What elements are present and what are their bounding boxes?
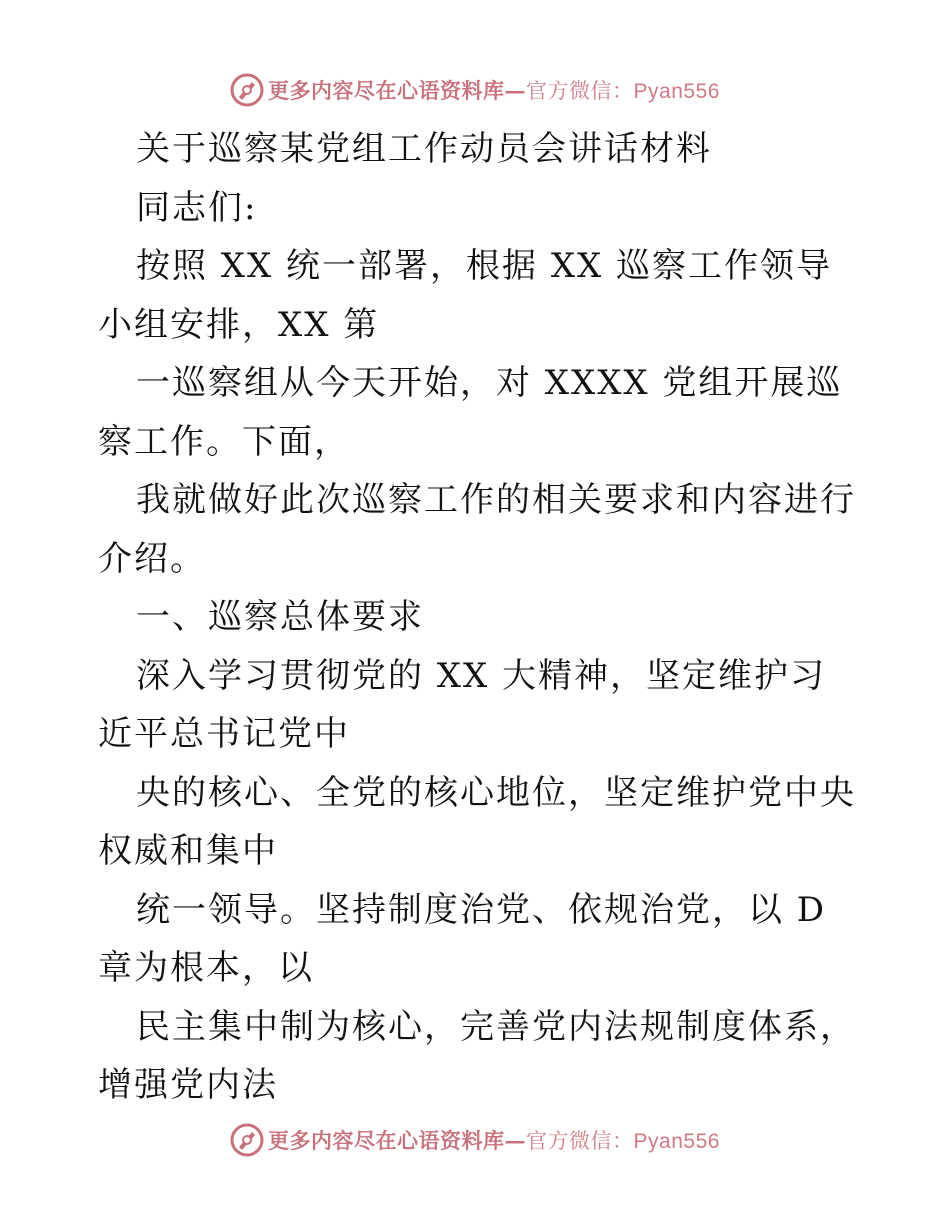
document-title: 关于巡察某党组工作动员会讲话材料 (136, 129, 712, 169)
watermark-site: 更多内容尽在心语资料库 (268, 1128, 505, 1153)
document-body (98, 120, 858, 1115)
brand-logo-icon (230, 73, 264, 107)
greeting: 同志们: (136, 187, 258, 228)
watermark-handle: Pyan556 (633, 1130, 720, 1153)
watermark-site: 更多内容尽在心语资料库 (268, 78, 505, 103)
watermark-separator: — (504, 78, 527, 103)
watermark-wechat-label: 官方微信： (526, 1129, 634, 1153)
section-heading: 一、巡察总体要求 (136, 597, 424, 637)
paragraph: 按照 XX 统一部署，根据 XX 巡察工作领导小组安排，XX 第 (98, 246, 833, 345)
watermark-wechat-label: 官方微信： (526, 79, 634, 103)
paragraph: 央的核心、全党的核心地位，坚定维护党中央权威和集中 (98, 772, 856, 871)
watermark-banner-top (0, 70, 950, 110)
watermark-text (268, 75, 720, 105)
paragraph: 一巡察组从今天开始，对 XXXX 党组开展巡察工作。下面， (98, 363, 843, 462)
paragraph: 深入学习贯彻党的 XX 大精神，坚定维护习近平总书记党中 (98, 655, 827, 754)
brand-logo-icon (230, 1123, 264, 1157)
watermark-separator: — (504, 1128, 527, 1153)
watermark-text (268, 1125, 720, 1155)
watermark-handle: Pyan556 (633, 80, 720, 103)
paragraph: 我就做好此次巡察工作的相关要求和内容进行介绍。 (98, 480, 856, 579)
watermark-banner-bottom (0, 1120, 950, 1160)
paragraph: 民主集中制为核心，完善党内法规制度体系，增强党内法 (98, 1006, 856, 1105)
paragraph: 统一领导。坚持制度治党、依规治党，以 D 章为根本，以 (98, 889, 827, 988)
